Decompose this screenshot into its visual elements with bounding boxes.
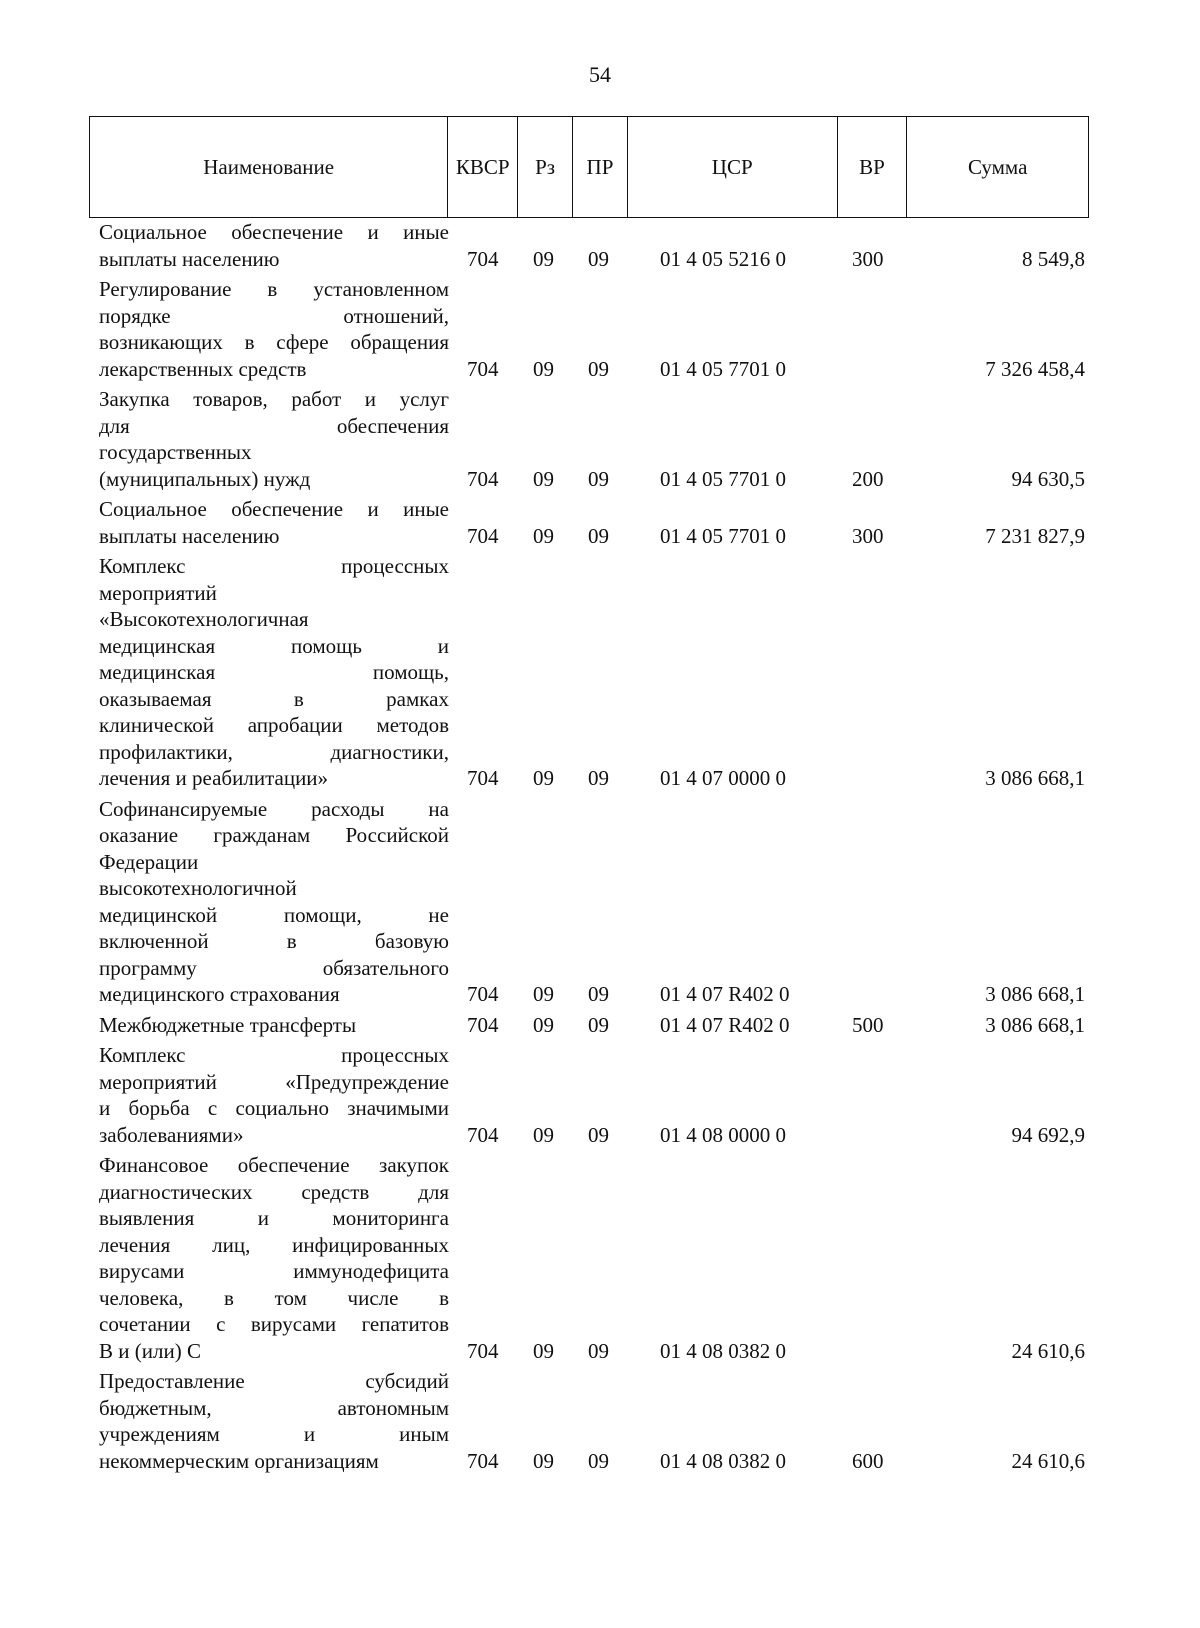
row-name-line: для обеспечения xyxy=(99,413,449,438)
row-rz: 09 xyxy=(533,466,554,491)
row-name-line: Регулирование в установленном xyxy=(99,277,449,301)
table-row xyxy=(0,553,1200,792)
row-rz: 09 xyxy=(533,1448,554,1473)
row-pr: 09 xyxy=(588,523,609,548)
row-kvsr: 704 xyxy=(467,1338,499,1363)
row-name-line: Комплекс процессных xyxy=(99,1043,449,1067)
row-kvsr: 704 xyxy=(467,466,499,491)
table-row xyxy=(0,386,1200,492)
header-sum: Сумма xyxy=(967,154,1028,179)
row-rz: 09 xyxy=(533,982,554,1006)
row-sum: 7 231 827,9 xyxy=(985,523,1085,548)
row-name-line: сочетании с вирусами гепатитов xyxy=(99,1312,449,1336)
row-name xyxy=(99,1042,449,1148)
row-csr: 01 4 07 R402 0 xyxy=(660,1012,790,1037)
row-pr: 09 xyxy=(588,1012,609,1037)
row-csr: 01 4 05 7701 0 xyxy=(660,466,786,491)
row-csr: 01 4 07 R402 0 xyxy=(660,982,790,1006)
header-name: Наименование xyxy=(90,117,448,217)
row-name xyxy=(99,386,449,492)
header-vr: ВР xyxy=(838,117,908,217)
row-name-line: «Высокотехнологичная xyxy=(99,607,309,631)
row-rz: 09 xyxy=(533,523,554,548)
row-csr: 01 4 08 0382 0 xyxy=(660,1338,786,1363)
row-sum: 3 086 668,1 xyxy=(985,1012,1085,1037)
row-kvsr: 704 xyxy=(467,523,499,548)
row-csr: 01 4 05 5216 0 xyxy=(660,246,786,271)
row-name-line: заболеваниями» xyxy=(99,1122,244,1147)
row-name-line: медицинской помощи, не xyxy=(99,902,449,927)
row-name xyxy=(99,496,449,549)
row-name-line: и борьба с социально значимыми xyxy=(99,1096,449,1120)
row-name-line: Комплекс процессных xyxy=(99,554,449,578)
row-kvsr: 704 xyxy=(467,1012,499,1037)
row-name-line: бюджетным, автономным xyxy=(99,1395,449,1420)
table-row xyxy=(0,1368,1200,1474)
row-csr: 01 4 08 0000 0 xyxy=(660,1122,786,1147)
row-rz: 09 xyxy=(533,246,554,271)
row-kvsr: 704 xyxy=(467,356,499,381)
table-header xyxy=(89,116,1089,218)
row-kvsr: 704 xyxy=(467,766,499,790)
row-pr: 09 xyxy=(588,1122,609,1147)
table-row xyxy=(0,1012,1200,1039)
row-kvsr: 704 xyxy=(467,1122,499,1147)
row-name-line: возникающих в сфере обращения xyxy=(99,330,449,354)
row-name-line: Предоставление субсидий xyxy=(99,1369,449,1393)
row-name xyxy=(99,1012,449,1039)
row-pr: 09 xyxy=(588,1448,609,1473)
row-name xyxy=(99,219,449,272)
row-rz: 09 xyxy=(533,1122,554,1147)
row-rz: 09 xyxy=(533,766,554,790)
row-rz: 09 xyxy=(533,356,554,381)
row-name-line: клинической апробации методов xyxy=(99,713,449,737)
row-name-line: оказываемая в рамках xyxy=(99,686,449,711)
row-kvsr: 704 xyxy=(467,246,499,271)
row-name-line: Софинансируемые расходы на xyxy=(99,796,449,821)
row-name-line: порядке отношений, xyxy=(99,303,449,328)
header-pr: ПР xyxy=(573,117,628,217)
row-name xyxy=(99,553,449,792)
row-name-line: Закупка товаров, работ и услуг xyxy=(99,387,449,411)
row-pr: 09 xyxy=(588,356,609,381)
row-name-line: выплаты населению xyxy=(99,523,280,548)
page-number: 54 xyxy=(589,62,611,87)
row-kvsr: 704 xyxy=(467,1448,499,1473)
row-name-line: человека, в том числе в xyxy=(99,1285,449,1310)
row-csr: 01 4 08 0382 0 xyxy=(660,1448,786,1473)
row-rz: 09 xyxy=(533,1012,554,1037)
row-pr: 09 xyxy=(588,466,609,491)
row-vr: 600 xyxy=(852,1448,884,1473)
row-name-line: Федерации xyxy=(99,849,199,874)
row-name-line: профилактики, диагностики, xyxy=(99,739,449,764)
row-name-line: Социальное обеспечение и иные xyxy=(99,497,449,521)
row-name-line: лекарственных средств xyxy=(99,356,307,381)
row-csr: 01 4 05 7701 0 xyxy=(660,523,786,548)
row-sum: 3 086 668,1 xyxy=(985,766,1085,790)
row-sum: 24 610,6 xyxy=(1011,1448,1085,1473)
row-rz: 09 xyxy=(533,1338,554,1363)
row-name xyxy=(99,1152,449,1364)
row-name-line: выплаты населению xyxy=(99,246,280,271)
row-name-line: мероприятий xyxy=(99,580,217,605)
row-sum: 8 549,8 xyxy=(1022,246,1085,271)
row-name-line: медицинского страхования xyxy=(99,982,340,1006)
header-csr: ЦСР xyxy=(628,117,838,217)
row-name-line: включенной в базовую xyxy=(99,929,449,953)
row-name-line: оказание гражданам Российской xyxy=(99,823,449,847)
table-row xyxy=(0,276,1200,382)
table-row xyxy=(0,496,1200,549)
table-row xyxy=(0,219,1200,272)
table-body xyxy=(0,219,1200,1478)
row-pr: 09 xyxy=(588,982,609,1006)
row-pr: 09 xyxy=(588,1338,609,1363)
table-row xyxy=(0,796,1200,1008)
row-name xyxy=(99,796,449,1008)
row-vr: 300 xyxy=(852,523,884,548)
row-name-line: лечения лиц, инфицированных xyxy=(99,1232,449,1257)
row-name-line: медицинская помощь и xyxy=(99,633,449,658)
row-pr: 09 xyxy=(588,766,609,790)
row-name xyxy=(99,276,449,382)
row-sum: 94 692,9 xyxy=(1011,1122,1085,1147)
row-name-line: диагностических средств для xyxy=(99,1179,449,1204)
row-sum: 3 086 668,1 xyxy=(985,982,1085,1006)
row-name-line: В и (или) С xyxy=(99,1338,201,1363)
row-csr: 01 4 07 0000 0 xyxy=(660,766,786,790)
row-name-line: Социальное обеспечение и иные xyxy=(99,220,449,244)
row-name-line: вирусами иммунодефицита xyxy=(99,1259,449,1283)
row-pr: 09 xyxy=(588,246,609,271)
row-name-line: программу обязательного xyxy=(99,955,449,980)
row-kvsr: 704 xyxy=(467,982,499,1006)
table-row xyxy=(0,1152,1200,1364)
table-row xyxy=(0,1042,1200,1148)
row-name-line: Финансовое обеспечение закупок xyxy=(99,1153,449,1177)
row-name-line: медицинская помощь, xyxy=(99,660,449,684)
row-name-line: выявления и мониторинга xyxy=(99,1206,449,1230)
row-vr: 500 xyxy=(852,1012,884,1037)
header-kvsr: КВСР xyxy=(448,117,518,217)
row-name-line: высокотехнологичной xyxy=(99,876,297,900)
row-sum: 7 326 458,4 xyxy=(985,356,1085,381)
row-sum: 24 610,6 xyxy=(1011,1338,1085,1363)
header-rz: Рз xyxy=(518,117,573,217)
row-name-line: мероприятий «Предупреждение xyxy=(99,1069,449,1094)
row-name xyxy=(99,1368,449,1474)
row-name-line: лечения и реабилитации» xyxy=(99,766,329,790)
row-vr: 300 xyxy=(852,246,884,271)
row-name-line: учреждениям и иным xyxy=(99,1422,449,1446)
row-vr: 200 xyxy=(852,466,884,491)
row-name-line: (муниципальных) нужд xyxy=(99,466,311,491)
row-name-line: Межбюджетные трансферты xyxy=(99,1012,357,1037)
row-csr: 01 4 05 7701 0 xyxy=(660,356,786,381)
row-sum: 94 630,5 xyxy=(1011,466,1085,491)
row-name-line: некоммерческим организациям xyxy=(99,1448,379,1473)
row-name-line: государственных xyxy=(99,440,252,464)
